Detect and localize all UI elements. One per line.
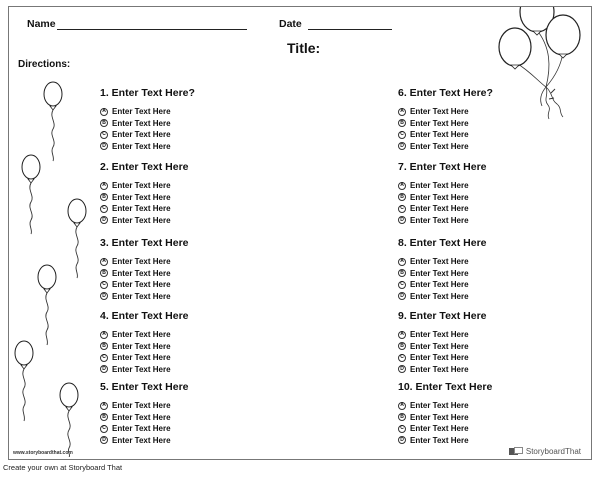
answer-option[interactable] xyxy=(100,268,290,280)
option-c-circle[interactable]: C xyxy=(100,281,108,289)
question-heading: 4. Enter Text Here xyxy=(100,310,189,322)
answer-option[interactable] xyxy=(398,364,588,376)
option-text: Enter Text Here xyxy=(410,181,469,190)
option-b-circle[interactable]: B xyxy=(398,269,406,277)
option-text: Enter Text Here xyxy=(112,118,171,128)
answer-option[interactable] xyxy=(100,291,290,303)
option-b-circle[interactable]: B xyxy=(100,193,108,201)
option-text: Enter Text Here xyxy=(112,192,171,202)
question-1 xyxy=(100,87,290,152)
option-c-circle[interactable]: C xyxy=(398,205,406,213)
answer-option[interactable] xyxy=(398,141,588,153)
answer-option[interactable] xyxy=(398,291,588,303)
date-line[interactable] xyxy=(308,29,392,30)
question-heading: 2. Enter Text Here xyxy=(100,161,189,173)
option-text: Enter Text Here xyxy=(410,424,469,433)
balloon-icon xyxy=(44,82,62,161)
option-d-circle[interactable]: D xyxy=(398,142,406,150)
option-text: Enter Text Here xyxy=(112,341,171,351)
answer-option[interactable] xyxy=(398,279,588,291)
option-c-circle[interactable]: C xyxy=(398,354,406,362)
option-a-circle[interactable]: A xyxy=(100,258,108,266)
option-a-circle[interactable]: A xyxy=(100,108,108,116)
question-4 xyxy=(100,310,290,375)
option-c-circle[interactable]: C xyxy=(100,354,108,362)
answer-option[interactable] xyxy=(100,329,290,341)
option-text: Enter Text Here xyxy=(410,364,469,374)
answer-option[interactable] xyxy=(398,256,588,268)
question-heading: 1. Enter Text Here? xyxy=(100,87,195,99)
answer-option[interactable] xyxy=(100,215,290,227)
option-text: Enter Text Here xyxy=(112,364,171,374)
option-a-circle[interactable]: A xyxy=(398,108,406,116)
brand-name: StoryboardThat xyxy=(525,447,581,456)
option-text: Enter Text Here xyxy=(112,215,171,225)
option-text: Enter Text Here xyxy=(112,268,171,278)
balloon-icon xyxy=(60,383,78,457)
option-text: Enter Text Here xyxy=(410,215,469,225)
question-heading: 9. Enter Text Here xyxy=(398,310,487,322)
question-8 xyxy=(398,237,588,302)
option-text: Enter Text Here xyxy=(112,424,171,433)
answer-option[interactable] xyxy=(100,118,290,130)
option-text: Enter Text Here xyxy=(410,118,469,128)
site-credit: www.storyboardthat.com xyxy=(13,450,73,456)
option-c-circle[interactable]: C xyxy=(398,281,406,289)
option-a-circle[interactable]: A xyxy=(398,402,406,410)
answer-option[interactable] xyxy=(100,364,290,376)
option-b-circle[interactable]: B xyxy=(100,342,108,350)
balloon-icon xyxy=(38,265,56,345)
option-text: Enter Text Here xyxy=(410,141,469,151)
answer-option[interactable] xyxy=(398,435,588,447)
option-c-circle[interactable]: C xyxy=(398,131,406,139)
answer-option[interactable] xyxy=(100,203,290,215)
option-text: Enter Text Here xyxy=(112,330,171,339)
option-text: Enter Text Here xyxy=(410,330,469,339)
option-c-circle[interactable]: C xyxy=(398,425,406,433)
answer-option[interactable] xyxy=(398,180,588,192)
option-text: Enter Text Here xyxy=(410,341,469,351)
option-b-circle[interactable]: B xyxy=(398,119,406,127)
option-a-circle[interactable]: A xyxy=(398,331,406,339)
option-d-circle[interactable]: D xyxy=(398,216,406,224)
option-text: Enter Text Here xyxy=(410,412,469,422)
option-b-circle[interactable]: B xyxy=(398,413,406,421)
option-text: Enter Text Here xyxy=(112,130,171,139)
answer-option[interactable] xyxy=(100,352,290,364)
option-text: Enter Text Here xyxy=(410,107,469,116)
option-d-circle[interactable]: D xyxy=(100,436,108,444)
option-text: Enter Text Here xyxy=(410,268,469,278)
option-b-circle[interactable]: B xyxy=(100,413,108,421)
answer-option[interactable] xyxy=(398,203,588,215)
option-c-circle[interactable]: C xyxy=(100,205,108,213)
option-text: Enter Text Here xyxy=(410,353,469,362)
option-d-circle[interactable]: D xyxy=(100,142,108,150)
answer-option[interactable] xyxy=(100,106,290,118)
option-d-circle[interactable]: D xyxy=(100,292,108,300)
option-text: Enter Text Here xyxy=(410,192,469,202)
option-text: Enter Text Here xyxy=(410,280,469,289)
answer-option[interactable] xyxy=(100,435,290,447)
option-d-circle[interactable]: D xyxy=(100,216,108,224)
answer-option[interactable] xyxy=(398,192,588,204)
answer-option[interactable] xyxy=(398,329,588,341)
answer-option[interactable] xyxy=(100,256,290,268)
question-10 xyxy=(398,381,588,446)
balloon-icon xyxy=(68,199,86,278)
option-c-circle[interactable]: C xyxy=(100,425,108,433)
brand-logo[interactable] xyxy=(509,447,581,456)
option-text: Enter Text Here xyxy=(410,401,469,410)
option-text: Enter Text Here xyxy=(112,401,171,410)
option-d-circle[interactable]: D xyxy=(100,365,108,373)
question-heading: 7. Enter Text Here xyxy=(398,161,487,173)
option-text: Enter Text Here xyxy=(112,291,171,301)
option-a-circle[interactable]: A xyxy=(398,182,406,190)
option-b-circle[interactable]: B xyxy=(398,342,406,350)
name-line[interactable] xyxy=(57,29,247,30)
option-d-circle[interactable]: D xyxy=(398,436,406,444)
balloon-icon xyxy=(15,341,33,421)
option-d-circle[interactable]: D xyxy=(398,365,406,373)
option-text: Enter Text Here xyxy=(410,435,469,445)
option-text: Enter Text Here xyxy=(112,412,171,422)
name-label: Name xyxy=(27,18,56,30)
option-text: Enter Text Here xyxy=(112,181,171,190)
worksheet-title: Title: xyxy=(287,40,321,56)
option-d-circle[interactable]: D xyxy=(398,292,406,300)
storyboard-logo-icon xyxy=(509,447,523,456)
answer-option[interactable] xyxy=(398,118,588,130)
answer-option[interactable] xyxy=(398,423,588,435)
balloon-column-art xyxy=(9,77,104,457)
option-a-circle[interactable]: A xyxy=(100,331,108,339)
option-text: Enter Text Here xyxy=(410,204,469,213)
question-9 xyxy=(398,310,588,375)
option-text: Enter Text Here xyxy=(112,353,171,362)
option-text: Enter Text Here xyxy=(410,291,469,301)
option-text: Enter Text Here xyxy=(112,280,171,289)
answer-option[interactable] xyxy=(398,268,588,280)
option-text: Enter Text Here xyxy=(112,204,171,213)
question-heading: 5. Enter Text Here xyxy=(100,381,189,393)
question-heading: 10. Enter Text Here xyxy=(398,381,493,393)
option-c-circle[interactable]: C xyxy=(100,131,108,139)
answer-option[interactable] xyxy=(398,215,588,227)
option-b-circle[interactable]: B xyxy=(398,193,406,201)
answer-option[interactable] xyxy=(100,180,290,192)
answer-option[interactable] xyxy=(100,279,290,291)
answer-option[interactable] xyxy=(398,341,588,353)
option-text: Enter Text Here xyxy=(112,141,171,151)
answer-option[interactable] xyxy=(100,423,290,435)
answer-option[interactable] xyxy=(398,412,588,424)
question-heading: 3. Enter Text Here xyxy=(100,237,189,249)
question-2 xyxy=(100,161,290,226)
question-6 xyxy=(398,87,588,152)
option-b-circle[interactable]: B xyxy=(100,269,108,277)
option-text: Enter Text Here xyxy=(410,130,469,139)
directions-label: Directions: xyxy=(18,59,71,70)
answer-option[interactable] xyxy=(398,352,588,364)
answer-option[interactable] xyxy=(398,106,588,118)
option-a-circle[interactable]: A xyxy=(100,402,108,410)
worksheet xyxy=(8,6,592,460)
answer-option[interactable] xyxy=(100,129,290,141)
option-a-circle[interactable]: A xyxy=(398,258,406,266)
date-label: Date xyxy=(279,18,302,30)
footer-note[interactable]: Create your own at Storyboard That xyxy=(3,463,123,472)
balloon-icon xyxy=(22,155,40,234)
option-a-circle[interactable]: A xyxy=(100,182,108,190)
answer-option[interactable] xyxy=(100,341,290,353)
question-7 xyxy=(398,161,588,226)
option-text: Enter Text Here xyxy=(112,107,171,116)
answer-option[interactable] xyxy=(100,141,290,153)
answer-option[interactable] xyxy=(100,400,290,412)
answer-option[interactable] xyxy=(398,129,588,141)
question-3 xyxy=(100,237,290,302)
question-heading: 6. Enter Text Here? xyxy=(398,87,493,99)
answer-option[interactable] xyxy=(100,192,290,204)
option-text: Enter Text Here xyxy=(410,257,469,266)
option-b-circle[interactable]: B xyxy=(100,119,108,127)
option-text: Enter Text Here xyxy=(112,257,171,266)
answer-option[interactable] xyxy=(398,400,588,412)
question-heading: 8. Enter Text Here xyxy=(398,237,487,249)
answer-option[interactable] xyxy=(100,412,290,424)
option-text: Enter Text Here xyxy=(112,435,171,445)
question-5 xyxy=(100,381,290,446)
